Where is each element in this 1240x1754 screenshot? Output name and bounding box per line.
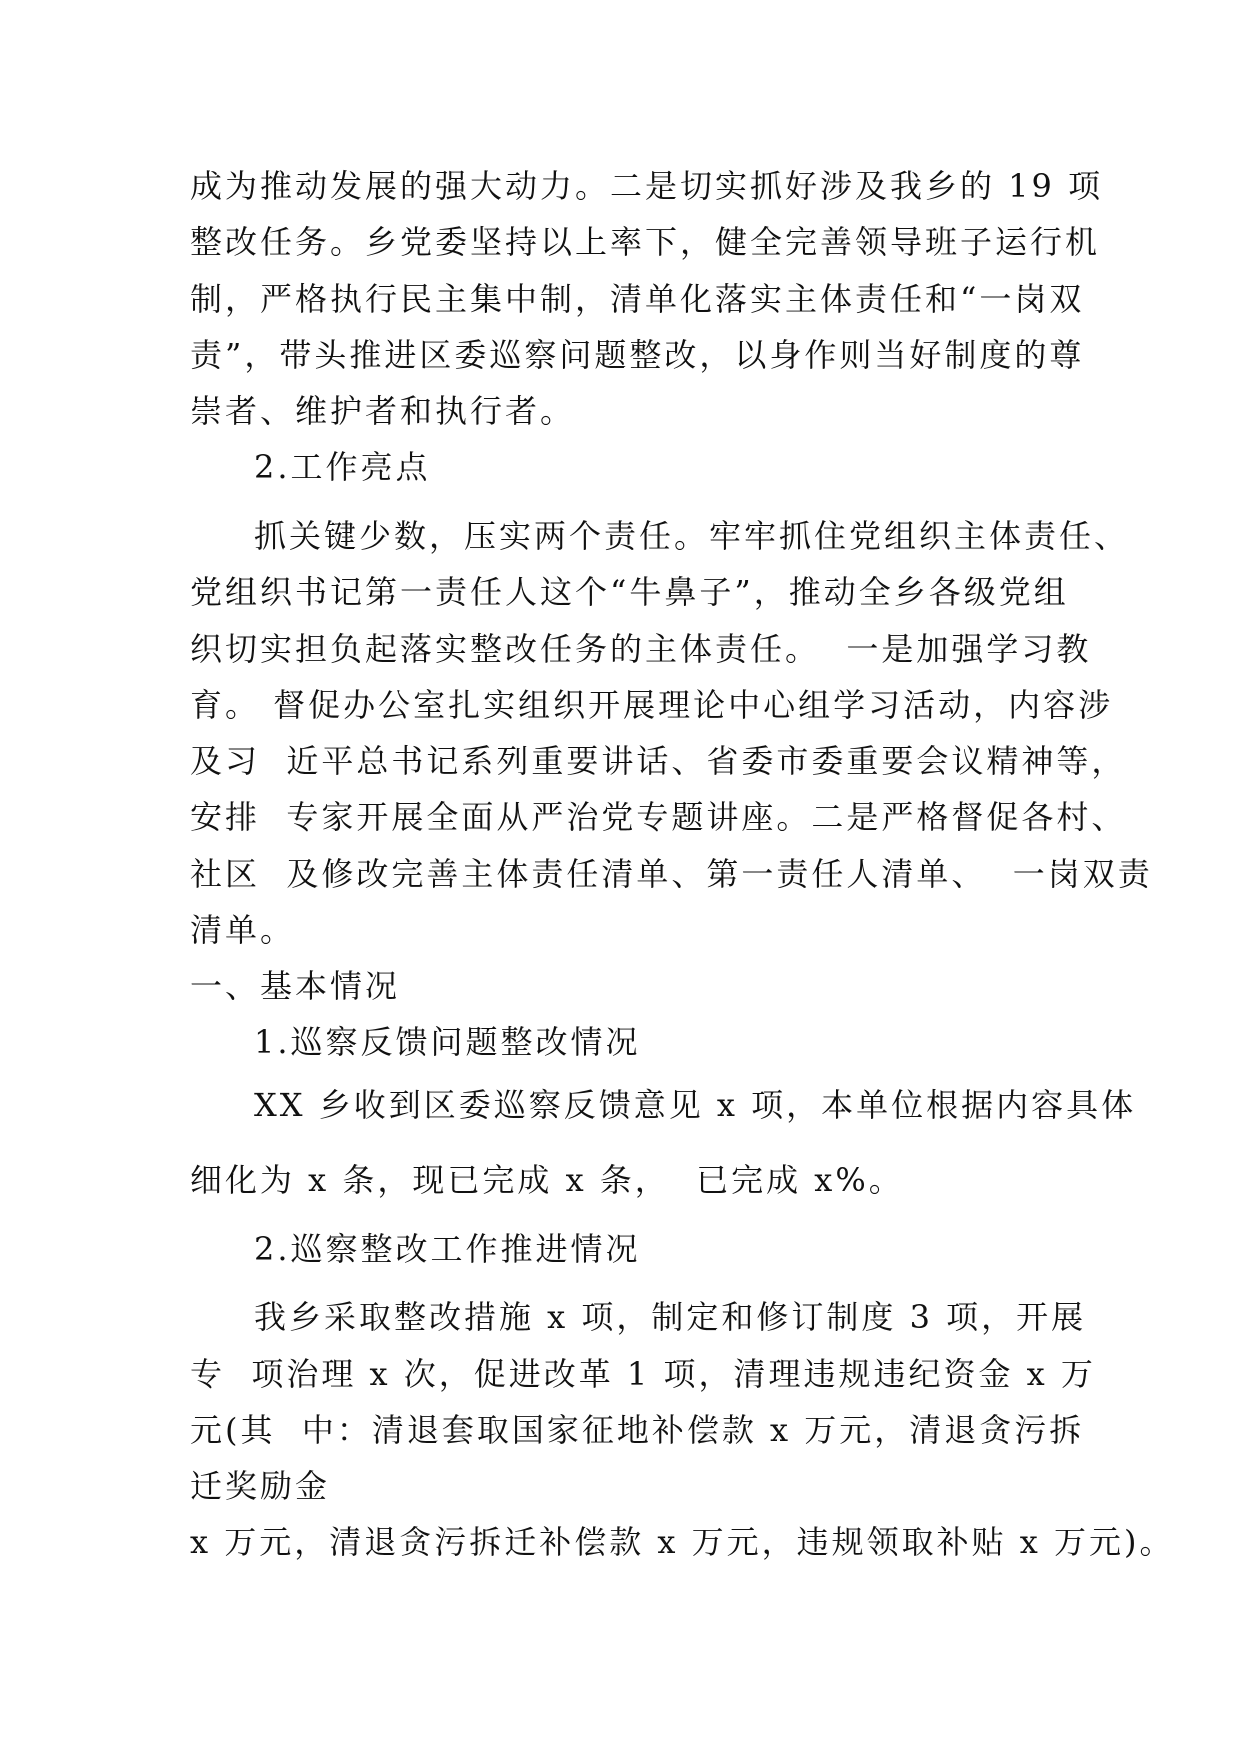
paragraph-line: 社区 及修改完善主体责任清单、第一责任人清单、 一岗双责 [190,855,1153,893]
paragraph-line: 成为推动发展的强大动力。二是切实抓好涉及我乡的 19 项 [190,167,1104,205]
paragraph-line: 我乡采取整改措施 x 项，制定和修订制度 3 项，开展 [254,1298,1087,1336]
paragraph-line: 党组织书记第一责任人这个“牛鼻子”，推动全乡各级党组 [190,573,1069,611]
subsection-heading: 1.巡察反馈问题整改情况 [254,1023,641,1061]
paragraph-line: 清单。 [190,911,296,949]
paragraph-line: x 万元，清退贪污拆迁补偿款 x 万元，违规领取补贴 x 万元)。 [190,1523,1175,1561]
paragraph-line: 织切实担负起落实整改任务的主体责任。 一是加强学习教 [190,630,1092,668]
paragraph-line: 元(其 中：清退套取国家征地补偿款 x 万元，清退贪污拆 [190,1411,1085,1449]
paragraph-line: 迁奖励金 [190,1467,331,1505]
section-heading: 一、基本情况 [190,967,401,1005]
paragraph-line: 抓关键少数，压实两个责任。牢牢抓住党组织主体责任、 [254,517,1130,555]
paragraph-line: 制，严格执行民主集中制，清单化落实主体责任和“一岗双 [190,280,1085,318]
paragraph-line: 安排 专家开展全面从严治党专题讲座。二是严格督促各村、 [190,798,1127,836]
paragraph-line: 责”，带头推进区委巡察问题整改，以身作则当好制度的尊 [190,336,1085,374]
subsection-heading: 2.巡察整改工作推进情况 [254,1230,641,1268]
paragraph-line: 整改任务。乡党委坚持以上率下，健全完善领导班子运行机 [190,223,1101,261]
paragraph-line: 细化为 x 条，现已完成 x 条， 已完成 x%。 [190,1161,904,1199]
paragraph-line: 崇者、维护者和执行者。 [190,392,576,430]
paragraph-line: XX 乡收到区委巡察反馈意见 x 项，本单位根据内容具体 [254,1086,1137,1124]
paragraph-line: 及习 近平总书记系列重要讲话、省委市委重要会议精神等， [190,742,1127,780]
section-heading: 2.工作亮点 [254,448,431,486]
paragraph-line: 育。 督促办公室扎实组织开展理论中心组学习活动，内容涉 [190,686,1114,724]
paragraph-line: 专 项治理 x 次，促进改革 1 项，清理违规违纪资金 x 万 [190,1355,1096,1393]
